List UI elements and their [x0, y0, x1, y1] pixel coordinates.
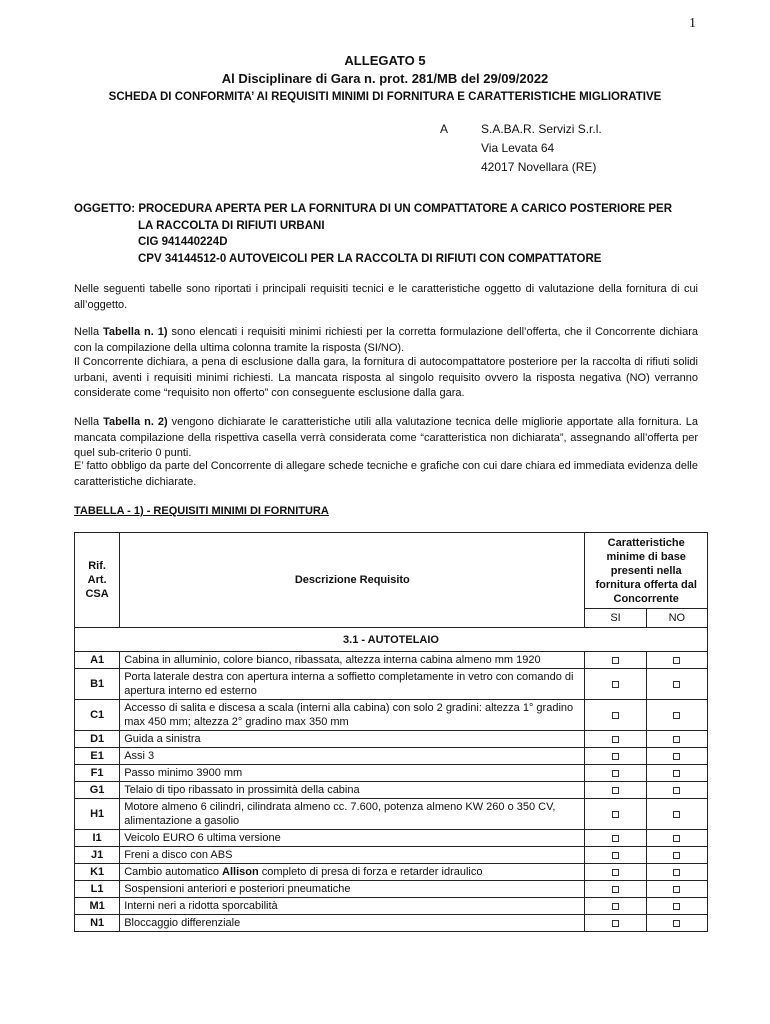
answer-cell-no — [646, 765, 707, 782]
requirement-description: Motore almeno 6 cilindri, cilindrata almeno cc. 7.600, potenza almeno KW 260 o 350 CV, alimentazione a gasolio — [120, 799, 585, 830]
answer-cell-si — [585, 830, 646, 847]
answer-cell-si — [585, 915, 646, 932]
checkbox-si[interactable] — [612, 886, 619, 893]
requirement-description: Cambio automatico Allison completo di presa di forza e retarder idraulico — [120, 864, 585, 881]
checkbox-no[interactable] — [673, 903, 680, 910]
checkbox-no[interactable] — [673, 835, 680, 842]
table-row — [75, 864, 708, 881]
table-row — [75, 731, 708, 748]
answer-cell-si — [585, 898, 646, 915]
checkbox-no[interactable] — [673, 811, 680, 818]
answer-cell-no — [646, 864, 707, 881]
checkbox-no[interactable] — [673, 712, 680, 719]
answer-cell-si — [585, 731, 646, 748]
answer-cell-si — [585, 864, 646, 881]
checkbox-no[interactable] — [673, 770, 680, 777]
table-row — [75, 898, 708, 915]
table-row — [75, 765, 708, 782]
checkbox-no[interactable] — [673, 736, 680, 743]
checkbox-si[interactable] — [612, 787, 619, 794]
answer-cell-no — [646, 847, 707, 864]
checkbox-si[interactable] — [612, 903, 619, 910]
answer-cell-no — [646, 782, 707, 799]
requirement-ref: M1 — [75, 898, 120, 915]
checkbox-si[interactable] — [612, 712, 619, 719]
checkbox-si[interactable] — [612, 811, 619, 818]
answer-cell-si — [585, 700, 646, 731]
checkbox-no[interactable] — [673, 753, 680, 760]
answer-cell-si — [585, 799, 646, 830]
table-row — [75, 669, 708, 700]
checkbox-si[interactable] — [612, 835, 619, 842]
checkbox-si[interactable] — [612, 681, 619, 688]
answer-cell-no — [646, 898, 707, 915]
requirement-ref: E1 — [75, 748, 120, 765]
requirement-ref: C1 — [75, 700, 120, 731]
requirement-ref: F1 — [75, 765, 120, 782]
requirement-ref: N1 — [75, 915, 120, 932]
requirement-ref: H1 — [75, 799, 120, 830]
addressee-street: Via Levata 64 — [481, 141, 555, 155]
table-row — [75, 847, 708, 864]
oggetto-line-1: OGGETTO: PROCEDURA APERTA PER LA FORNITURA DI UN COMPATTATORE A CARICO POSTERIORE PER — [74, 203, 673, 215]
requirement-description: Sospensioni anteriori e posteriori pneumatiche — [120, 881, 585, 898]
requirement-ref: A1 — [75, 652, 120, 669]
table-row — [75, 799, 708, 830]
requirement-description: Cabina in alluminio, colore bianco, ribassata, altezza interna cabina almeno mm 1920 — [120, 652, 585, 669]
scheda-title: SCHEDA DI CONFORMITA’ AI REQUISITI MINIMI DI FORNITURA E CARATTERISTICHE MIGLIORATIVE — [108, 91, 662, 103]
oggetto-block — [74, 201, 714, 267]
requirement-description: Telaio di tipo ribassato in prossimità della cabina — [120, 782, 585, 799]
answer-cell-no — [646, 830, 707, 847]
page-number: 1 — [689, 16, 696, 31]
requirement-description: Passo minimo 3900 mm — [120, 765, 585, 782]
checkbox-si[interactable] — [612, 657, 619, 664]
checkbox-no[interactable] — [673, 886, 680, 893]
answer-cell-no — [646, 748, 707, 765]
table-row — [75, 652, 708, 669]
table-row — [75, 782, 708, 799]
intro-paragraph-4: Nella Tabella n. 2) vengono dichiarate le caratteristiche utili alla valutazione tecnica delle migliorie apportate alla fornitura. La mancata compilazione della rispettiva casella verrà considerata come “caratteristica non dichiarata”, assegnando all’offerta per quel sub-criterio 0 punti. — [74, 416, 699, 459]
requirement-ref: D1 — [75, 731, 120, 748]
requirement-description: Veicolo EURO 6 ultima versione — [120, 830, 585, 847]
requirement-description: Accesso di salita e discesa a scala (interni alla cabina) con solo 2 gradini: altezza 1° gradino max 450 mm; altezza 2° gradino max 350 mm — [120, 700, 585, 731]
answer-cell-si — [585, 847, 646, 864]
requirements-table — [74, 532, 708, 932]
checkbox-si[interactable] — [612, 736, 619, 743]
checkbox-no[interactable] — [673, 869, 680, 876]
column-header-characteristics: Caratteristiche minime di base presenti nella fornitura offerta dal Concorrente — [585, 533, 708, 609]
answer-cell-si — [585, 748, 646, 765]
checkbox-no[interactable] — [673, 681, 680, 688]
answer-cell-no — [646, 700, 707, 731]
column-header-si: SI — [585, 609, 646, 628]
table-row — [75, 915, 708, 932]
table-row — [75, 748, 708, 765]
oggetto-line-4: CPV 34144512-0 AUTOVEICOLI PER LA RACCOLTA DI RIFIUTI CON COMPATTATORE — [138, 252, 602, 265]
answer-cell-no — [646, 881, 707, 898]
checkbox-si[interactable] — [612, 869, 619, 876]
requirement-description: Guida a sinistra — [120, 731, 585, 748]
disciplinare-title: Al Disciplinare di Gara n. prot. 281/MB del 29/09/2022 — [221, 71, 549, 86]
answer-cell-si — [585, 782, 646, 799]
table-title: TABELLA - 1) - REQUISITI MINIMI DI FORNITURA — [74, 505, 329, 517]
intro-paragraph-5: E’ fatto obbligo da parte del Concorrente di allegare schede tecniche e grafiche con cui dare chiara ed immediata evidenza delle caratteristiche dichiarate. — [74, 460, 698, 488]
intro-paragraph-3: Il Concorrente dichiara, a pena di esclusione dalla gara, la fornitura di autocompattatore posteriore per la raccolta di rifiuti solidi urbani, aventi i requisiti minimi richiesti. La mancata risposta al singolo requisito ovvero la risposta negativa (NO) verranno considerate come “requisito non offerto” con conseguente esclusione dalla gara. — [74, 356, 698, 399]
answer-cell-no — [646, 669, 707, 700]
answer-cell-no — [646, 915, 707, 932]
table-row — [75, 881, 708, 898]
addressee-city: 42017 Novellara (RE) — [481, 160, 597, 174]
requirement-ref: J1 — [75, 847, 120, 864]
requirement-ref: L1 — [75, 881, 120, 898]
allegato-title: ALLEGATO 5 — [344, 53, 426, 68]
document-header — [0, 52, 770, 105]
column-header-description: Descrizione Requisito — [120, 533, 585, 628]
checkbox-no[interactable] — [673, 920, 680, 927]
addressee-prefix: A — [440, 122, 449, 136]
requirement-ref: I1 — [75, 830, 120, 847]
answer-cell-si — [585, 765, 646, 782]
requirement-description: Assi 3 — [120, 748, 585, 765]
requirement-ref: K1 — [75, 864, 120, 881]
oggetto-line-3: CIG 941440224D — [138, 236, 228, 248]
oggetto-line-2: LA RACCOLTA DI RIFIUTI URBANI — [138, 219, 325, 232]
answer-cell-no — [646, 731, 707, 748]
requirement-description: Bloccaggio differenziale — [120, 915, 585, 932]
checkbox-si[interactable] — [612, 852, 619, 859]
requirement-description: Freni a disco con ABS — [120, 847, 585, 864]
tabella-2-ref: Tabella n. 2) — [103, 416, 168, 428]
requirement-description: Interni neri a ridotta sporcabilità — [120, 898, 585, 915]
column-header-no: NO — [646, 609, 707, 628]
checkbox-no[interactable] — [673, 852, 680, 859]
answer-cell-si — [585, 652, 646, 669]
column-header-ref: Rif. Art. CSA — [75, 533, 120, 628]
answer-cell-no — [646, 652, 707, 669]
checkbox-si[interactable] — [612, 920, 619, 927]
intro-paragraph-2: Nella Tabella n. 1) sono elencati i requisiti minimi richiesti per la corretta formulazione dell’offerta, che il Concorrente dichiara con la compilazione della ultima colonna tramite la risposta (SI/NO). — [74, 326, 698, 354]
checkbox-no[interactable] — [673, 787, 680, 794]
table-row — [75, 830, 708, 847]
checkbox-si[interactable] — [612, 753, 619, 760]
checkbox-si[interactable] — [612, 770, 619, 777]
intro-paragraph-1: Nelle seguenti tabelle sono riportati i principali requisiti tecnici e le caratteristiche oggetto di valutazione della fornitura di cui all’oggetto. — [74, 283, 698, 311]
tabella-1-ref: Tabella n. 1) — [103, 326, 168, 338]
requirement-ref: G1 — [75, 782, 120, 799]
addressee-company: S.A.BA.R. Servizi S.r.l. — [481, 122, 602, 136]
answer-cell-si — [585, 669, 646, 700]
table-row — [75, 700, 708, 731]
answer-cell-no — [646, 799, 707, 830]
answer-cell-si — [585, 881, 646, 898]
brand-name: Allison — [222, 866, 259, 878]
section-header: 3.1 - AUTOTELAIO — [75, 628, 708, 652]
checkbox-no[interactable] — [673, 657, 680, 664]
requirement-description: Porta laterale destra con apertura interna a soffietto completamente in vetro con comando di apertura interno ed esterno — [120, 669, 585, 700]
requirement-ref: B1 — [75, 669, 120, 700]
